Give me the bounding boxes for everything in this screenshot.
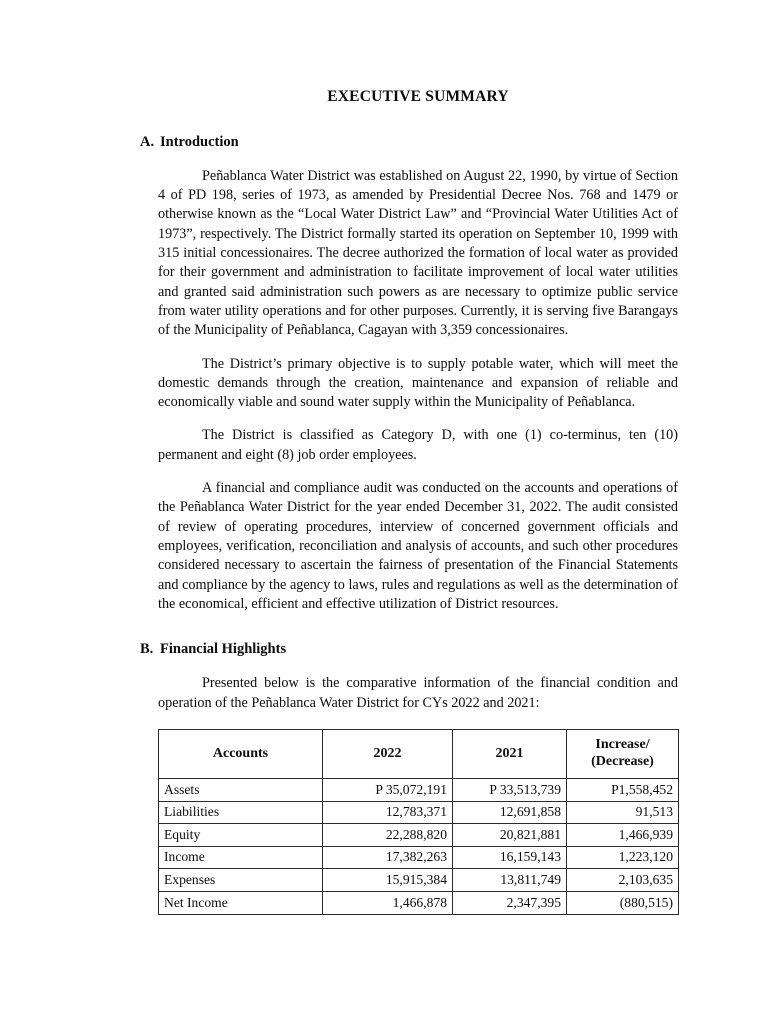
table-header-row — [159, 730, 679, 779]
table-row — [159, 801, 679, 824]
introduction-body — [158, 167, 678, 615]
column-header-year-2021: 2021 — [453, 730, 567, 779]
paragraph: Peñablanca Water District was established on August 22, 1990, by virtue of Section 4 of PD 198, series of 1973, as amended by Presidential Decree Nos. 768 and 1479 or otherwise known as the “Local Water District Law” and “Provincial Water Utilities Act of 1973”, respectively. The District formally started its operation on September 10, 1999 with 315 initial concessionaires. The decree authorized the formation of local water as provided for their government and administration to facilitate improvement of local water utilities and granted said administration such powers as are necessary to optimize public service from water utility operations and for other purposes. Currently, it is serving five Barangays of the Municipality of Peñablanca, Cagayan with 3,359 concessionaires. — [158, 167, 678, 339]
paragraph: The District is classified as Category D, with one (1) co-terminus, ten (10) permanent and eight (8) job order employees. — [158, 427, 678, 463]
cell-account: Equity — [159, 824, 323, 847]
financial-highlights-table — [158, 729, 679, 915]
column-header-increase-line1: Increase/ — [595, 737, 650, 753]
cell-year-2022: 1,466,878 — [323, 892, 453, 915]
section-financial-highlights — [140, 640, 678, 914]
section-letter-b: B. — [140, 641, 154, 658]
paragraph: Presented below is the comparative information of the financial condition and operation of the Peñablanca Water District for CYs 2022 and 2021: — [158, 675, 678, 711]
cell-year-2022: P 35,072,191 — [323, 779, 453, 802]
cell-change: 91,513 — [567, 801, 679, 824]
table-row — [159, 779, 679, 802]
cell-account: Expenses — [159, 869, 323, 892]
column-header-increase-line2: (Decrease) — [591, 754, 654, 770]
cell-year-2021: 16,159,143 — [453, 846, 567, 869]
table-body — [159, 779, 679, 915]
cell-year-2022: 15,915,384 — [323, 869, 453, 892]
table-row — [159, 824, 679, 847]
cell-year-2021: 13,811,749 — [453, 869, 567, 892]
paragraph: The District’s primary objective is to supply potable water, which will meet the domestic demands through the creation, maintenance and expansion of reliable and economically viable and sound water supply within the Municipality of Peñablanca. — [158, 355, 678, 411]
section-introduction — [140, 133, 678, 615]
cell-account: Net Income — [159, 892, 323, 915]
cell-year-2022: 22,288,820 — [323, 824, 453, 847]
financial-table-container — [158, 729, 678, 915]
table-row — [159, 846, 679, 869]
cell-account: Assets — [159, 779, 323, 802]
cell-change: 2,103,635 — [567, 869, 679, 892]
column-header-year-2022: 2022 — [323, 730, 453, 779]
table-row — [159, 892, 679, 915]
table-header — [159, 730, 679, 779]
column-header-increase-decrease — [567, 730, 679, 779]
column-header-accounts: Accounts — [159, 730, 323, 779]
section-title-financial-highlights: Financial Highlights — [160, 641, 287, 658]
cell-change: 1,223,120 — [567, 846, 679, 869]
cell-change: 1,466,939 — [567, 824, 679, 847]
page-title: EXECUTIVE SUMMARY — [327, 88, 509, 105]
cell-account: Income — [159, 846, 323, 869]
cell-account: Liabilities — [159, 801, 323, 824]
section-heading-introduction — [140, 133, 678, 151]
paragraph: A financial and compliance audit was conducted on the accounts and operations of the Peñablanca Water District for the year ended December 31, 2022. The audit consisted of review of operating procedures, interview of concerned government officials and employees, verification, reconciliation and analysis of accounts, and such other procedures considered necessary to ascertain the fairness of presentation of the Financial Statements and compliance by the agency to laws, rules and regulations as well as the determination of the economical, efficient and effective utilization of District resources. — [158, 480, 678, 612]
cell-year-2022: 12,783,371 — [323, 801, 453, 824]
section-letter-a: A. — [140, 133, 155, 150]
cell-year-2021: 20,821,881 — [453, 824, 567, 847]
cell-change: (880,515) — [567, 892, 679, 915]
financial-highlights-body — [158, 674, 678, 713]
cell-year-2022: 17,382,263 — [323, 846, 453, 869]
cell-change: P1,558,452 — [567, 779, 679, 802]
cell-year-2021: P 33,513,739 — [453, 779, 567, 802]
cell-year-2021: 12,691,858 — [453, 801, 567, 824]
section-heading-financial-highlights — [140, 640, 678, 658]
section-title-introduction: Introduction — [160, 133, 239, 150]
cell-year-2021: 2,347,395 — [453, 892, 567, 915]
table-row — [159, 869, 679, 892]
